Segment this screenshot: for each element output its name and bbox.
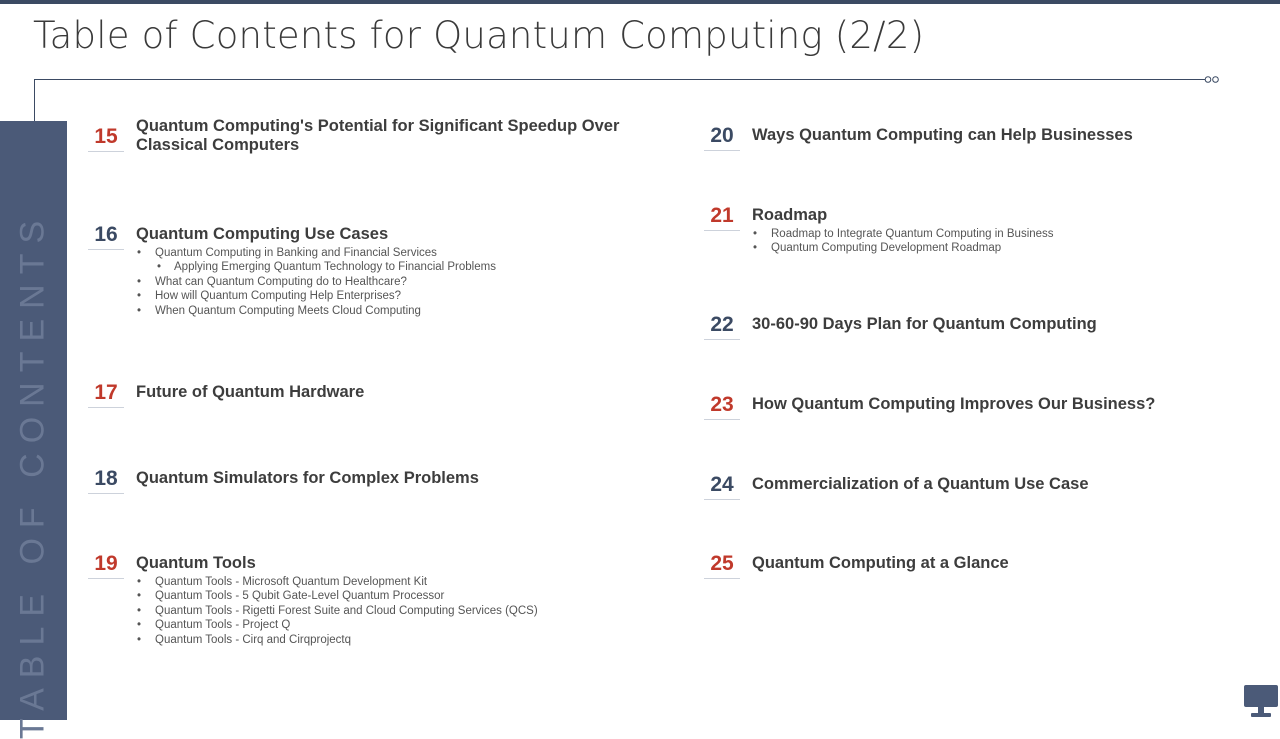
sub-item-list xyxy=(136,575,538,647)
list-item: • When Quantum Computing Meets Cloud Computing xyxy=(136,304,496,318)
entry-title: Quantum Tools xyxy=(136,554,256,572)
entry-number: 18 xyxy=(88,467,124,494)
entry-number: 24 xyxy=(704,473,740,500)
double-circle-icon xyxy=(1204,75,1220,84)
entry-title: Roadmap xyxy=(752,206,828,224)
entry-title: Quantum Computing's Potential for Significant Speedup Over Classical Computers xyxy=(136,117,620,154)
entry-title: Quantum Computing at a Glance xyxy=(752,554,1009,572)
page-title: Table of Contents for Quantum Computing (2/2) xyxy=(33,14,925,57)
title-divider xyxy=(34,79,1206,80)
entry-number: 25 xyxy=(704,552,740,579)
sub-item-list xyxy=(136,246,496,318)
list-item: • Quantum Tools - Microsoft Quantum Development Kit xyxy=(136,575,538,589)
list-item: • Quantum Tools - Project Q xyxy=(136,618,538,632)
entry-number: 17 xyxy=(88,381,124,408)
list-item: • Quantum Computing Development Roadmap xyxy=(752,241,1054,255)
sidebar-label: TABLE OF CONTENTS xyxy=(13,210,52,739)
entry-number: 21 xyxy=(704,204,740,231)
sub-item-list xyxy=(752,227,1054,256)
entry-number: 15 xyxy=(88,125,124,152)
list-item: • How will Quantum Computing Help Enterprises? xyxy=(136,289,496,303)
entry-title: 30-60-90 Days Plan for Quantum Computing xyxy=(752,315,1097,333)
entry-number: 19 xyxy=(88,552,124,579)
title-divider-drop xyxy=(34,79,35,121)
entry-title: Commercialization of a Quantum Use Case xyxy=(752,475,1089,493)
list-item: • Quantum Tools - 5 Qubit Gate-Level Quantum Processor xyxy=(136,589,538,603)
entry-title: Quantum Simulators for Complex Problems xyxy=(136,469,479,487)
entry-number: 16 xyxy=(88,223,124,250)
entry-title: Future of Quantum Hardware xyxy=(136,383,365,401)
entry-number: 22 xyxy=(704,313,740,340)
list-item: • Quantum Tools - Rigetti Forest Suite and Cloud Computing Services (QCS) xyxy=(136,604,538,618)
list-item: • What can Quantum Computing do to Healthcare? xyxy=(136,275,496,289)
entry-number: 20 xyxy=(704,124,740,151)
list-item: • Roadmap to Integrate Quantum Computing in Business xyxy=(752,227,1054,241)
monitor-icon[interactable] xyxy=(1243,684,1279,718)
list-item: • Quantum Tools - Cirq and Cirqprojectq xyxy=(136,633,538,647)
list-item: • Quantum Computing in Banking and Financial Services xyxy=(136,246,496,260)
entry-title: Ways Quantum Computing can Help Businesses xyxy=(752,126,1133,144)
top-border xyxy=(0,0,1280,4)
entry-title: How Quantum Computing Improves Our Business? xyxy=(752,395,1156,413)
list-item: • Applying Emerging Quantum Technology to Financial Problems xyxy=(136,260,496,274)
entry-number: 23 xyxy=(704,393,740,420)
entry-title: Quantum Computing Use Cases xyxy=(136,225,389,243)
